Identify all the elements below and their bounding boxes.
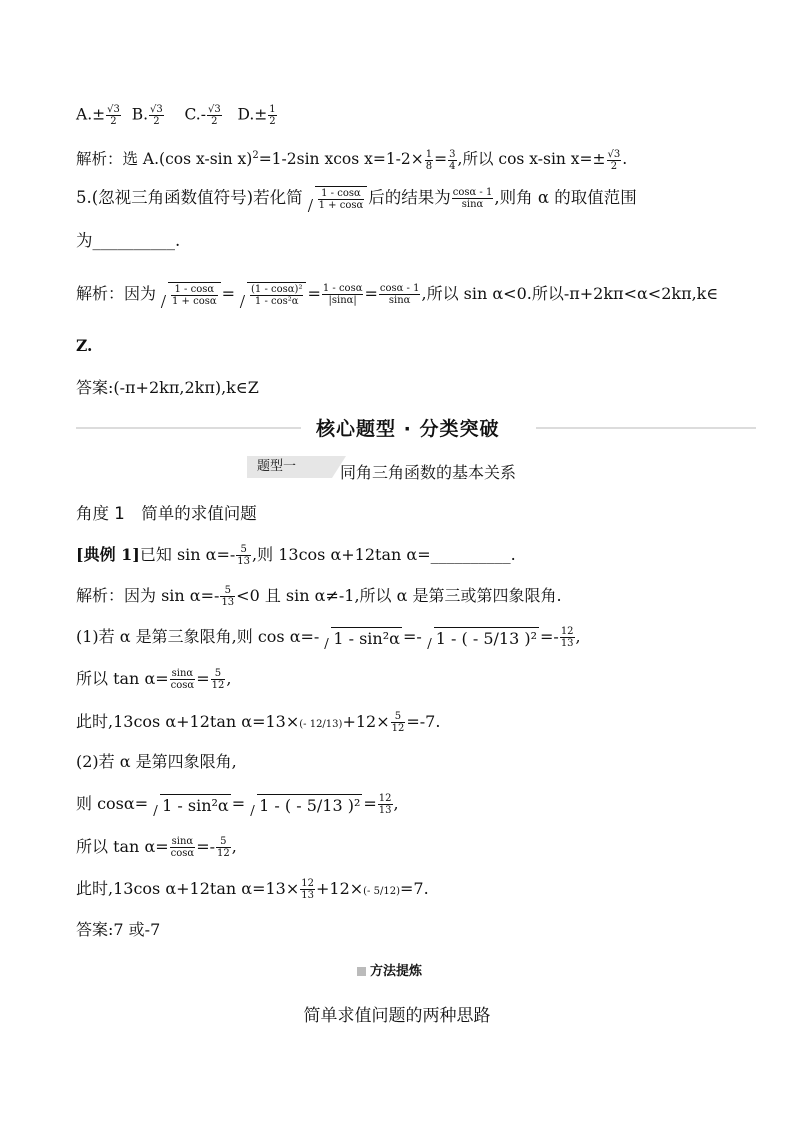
- section-title: 核心题型 · 分类突破: [316, 418, 500, 440]
- case-1: (1)若 α 是第三象限角,则 cos α=- 1 - sin²α =- 1 - ( - 5/13 )² =- $\frac{12}{13}$ ,: [76, 626, 581, 649]
- section-header: [76, 412, 756, 442]
- answer-example-1: 答案:7 或-7: [76, 920, 161, 939]
- tan-2: 所以 tan α= $\frac{\sin\alpha}{\cos\alpha}$ =- $\frac{5}{12}$ ,: [76, 836, 237, 859]
- cos-2: 则 cosα= 1 - sin²α = 1 - ( - 5/13 )² = $\frac{12}{13}$ ,: [76, 793, 399, 816]
- question-type-title: 同角三角函数的基本关系: [340, 463, 517, 482]
- case-2: (2)若 α 是第四象限角,: [76, 752, 237, 771]
- question-5-blank: 为__________.: [76, 231, 181, 250]
- solution-5: 解析：因为 $\frac{1 - \cos\alpha}{1 + \cos\alpha}$ = $\frac{\text{(1 - cosα)²}}{\text{1 - cos²α}}$ = $\frac{1 - \cos\alpha}{|\sin\alpha|}$ = $\frac{\cos\alpha - 1}{\sin\alpha}$ ,所以 sin α<0.所以-π+2kπ<α<2kπ,k∈: [76, 283, 719, 307]
- method-label: [357, 960, 422, 979]
- angle-1-heading: 角度 1 简单的求值问题: [76, 504, 257, 523]
- example-1: [典例 1]已知 sin α=- $\frac{5}{13}$ ,则 13cos α+12tan α=__________.: [76, 544, 516, 567]
- answer-5: 答案:(-π+2kπ,2kπ),k∈Z: [76, 378, 259, 397]
- solution-5-cont: Z.: [76, 336, 93, 355]
- result-1: 此时,13cos α+12tan α=13×(- 12/13)+12× $\frac{5}{12}$ =-7.: [76, 711, 441, 734]
- section-rule-right: [536, 427, 756, 429]
- tan-1: 所以 tan α= $\frac{\sin\alpha}{\cos\alpha}$ = $\frac{5}{12}$ ,: [76, 668, 232, 691]
- question-type-tag: 题型一: [247, 456, 332, 478]
- method-icon: [357, 967, 366, 976]
- solution-4: 解析：选 A.(cos x-sin x)$^2$=1-2sin xcos x=1-2× $\frac{1}{8}$ = $\frac{3}{4}$ ,所以 cos x-sin x=± $\frac{√3}{2}$ .: [76, 148, 628, 172]
- method-title: 简单求值问题的两种思路: [303, 1006, 491, 1026]
- method-label-text: 方法提炼: [370, 964, 423, 979]
- question-5: 5.(忽视三角函数值符号)若化简 $\frac{1 - \cos\alpha}{1 + \cos\alpha}$ 后的结果为 $\frac{\cos\alpha - 1}{\sin\alpha}$ ,则角 α 的取值范围: [76, 187, 637, 211]
- section-rule-left: [76, 427, 301, 429]
- options-line: A.± $\frac{√3}{2}$ B. $\frac{√3}{2}$ C.- $\frac{√3}{2}$ D.± $\frac{1}{2}$: [76, 104, 276, 127]
- result-2: 此时,13cos α+12tan α=13× $\frac{12}{13}$ +12×(- 5/12)=7.: [76, 878, 429, 901]
- example-1-solution: 解析：因为 sin α=- $\frac{5}{13}$ <0 且 sin α≠-1,所以 α 是第三或第四象限角.: [76, 585, 562, 608]
